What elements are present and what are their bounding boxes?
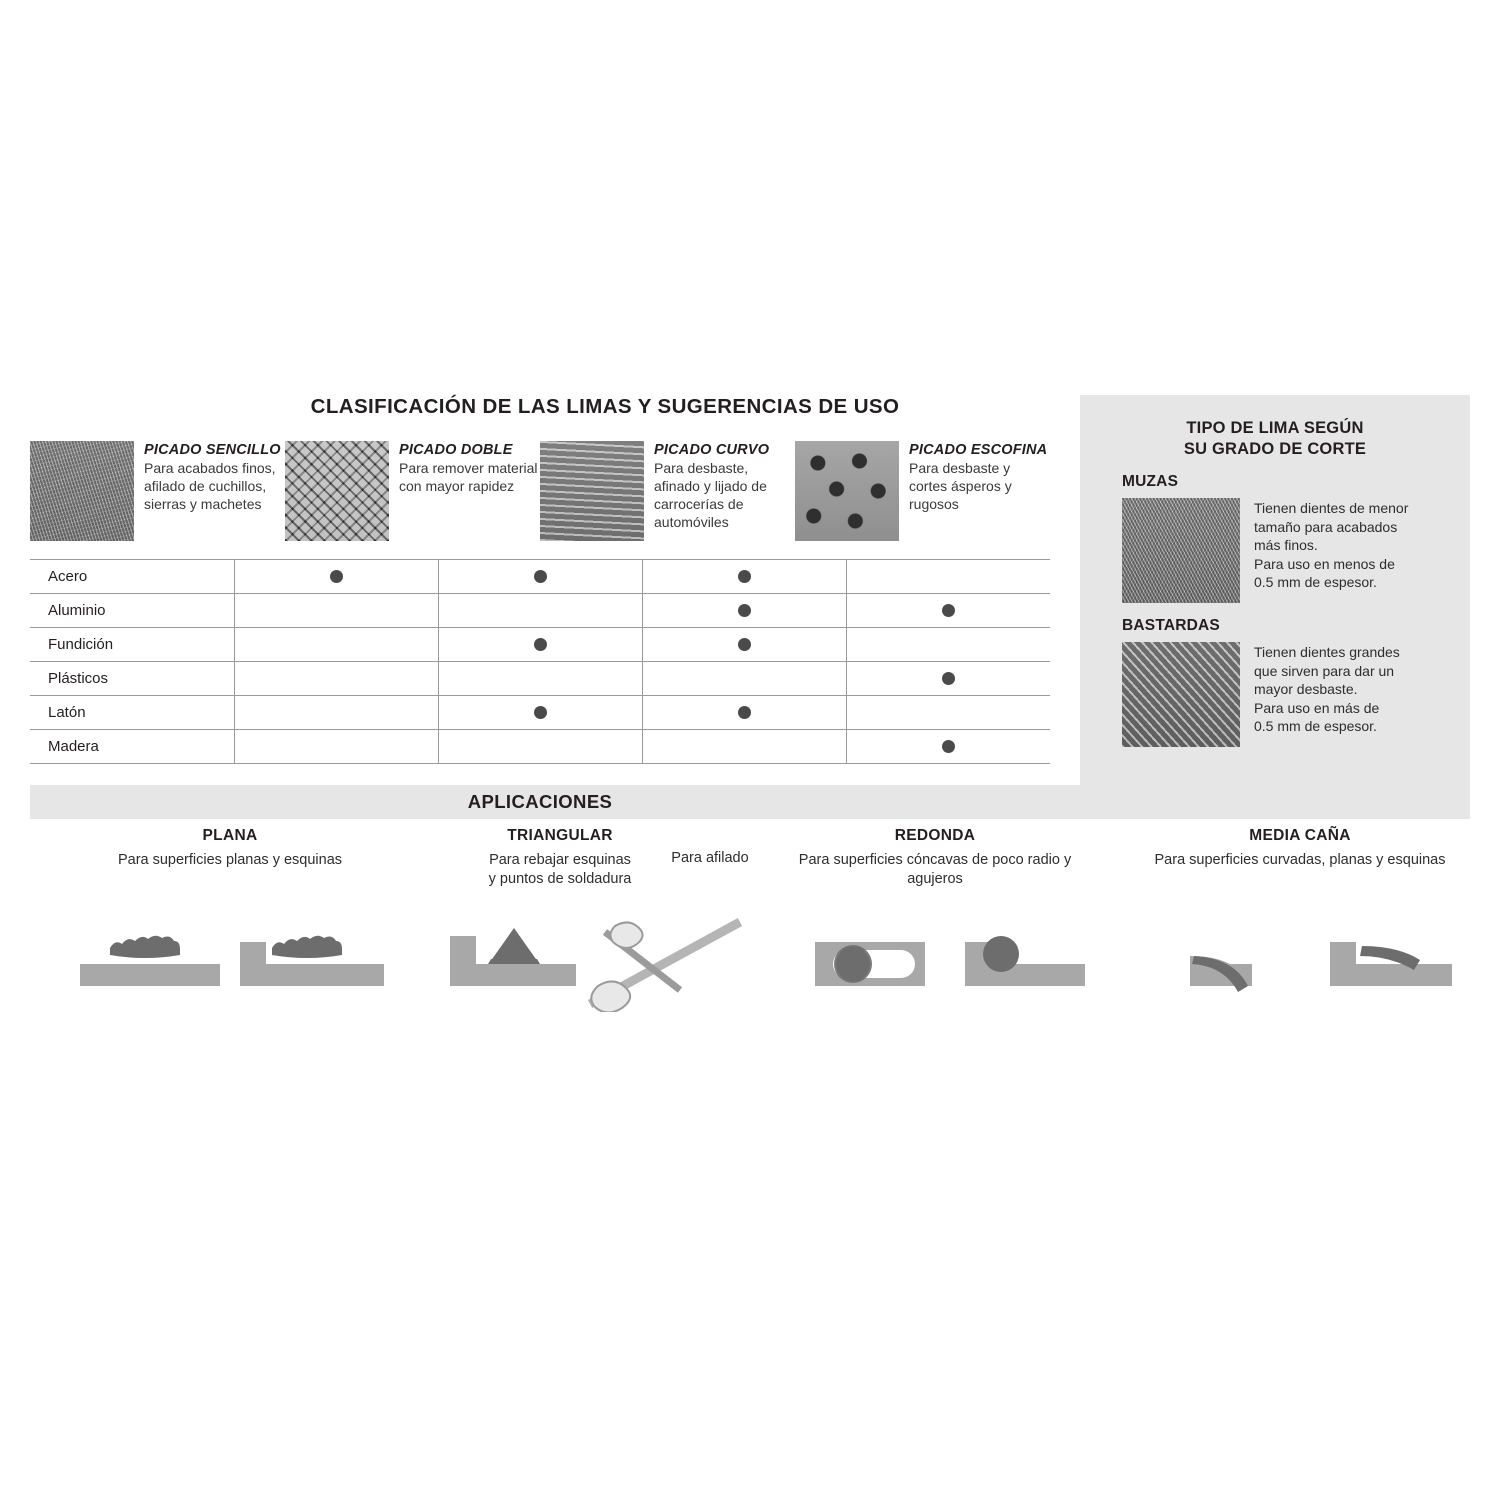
mark-cell: [642, 662, 846, 696]
grade-description: [1254, 498, 1408, 603]
mark-cell: [438, 560, 642, 594]
cut-type-label: PICADO DOBLE: [399, 442, 513, 458]
grade-label: BASTARDAS: [1122, 617, 1220, 635]
material-label: Aluminio: [30, 594, 234, 628]
mark-cell: [642, 696, 846, 730]
application-label: REDONDA: [894, 827, 976, 844]
media-cana-illustration: [1170, 912, 1460, 1002]
mark-cell: [642, 594, 846, 628]
dot-marker-empty: [942, 706, 955, 719]
dot-marker-empty: [534, 604, 547, 617]
triangular-illustration: [430, 912, 760, 1012]
grade-desc-line: mayor desbaste.: [1254, 681, 1358, 698]
dot-marker: [330, 570, 343, 583]
dot-marker-empty: [942, 570, 955, 583]
mark-cell: [234, 594, 438, 628]
cut-type-label: PICADO ESCOFINA: [909, 442, 1048, 458]
mark-cell: [846, 730, 1050, 764]
mark-cell: [846, 560, 1050, 594]
cut-type-label: PICADO CURVO: [654, 442, 770, 458]
mark-cell: [438, 594, 642, 628]
dot-marker: [942, 740, 955, 753]
file-grade-title-line2: SU GRADO DE CORTE: [1183, 439, 1367, 458]
mark-cell: [438, 662, 642, 696]
mark-cell: [438, 628, 642, 662]
grade-desc-line: Para uso en menos de: [1254, 555, 1395, 572]
dot-marker-empty: [534, 740, 547, 753]
grade-description: [1254, 642, 1400, 747]
redonda-illustration: [805, 912, 1095, 1002]
dot-marker-empty: [330, 638, 343, 651]
material-label: Plásticos: [30, 662, 234, 696]
application-desc: Para superficies planas y esquinas: [117, 852, 343, 868]
mark-cell: [234, 560, 438, 594]
application-label: PLANA: [202, 827, 258, 844]
grade-block-bastardas: [1080, 603, 1470, 747]
dot-marker-empty: [534, 672, 547, 685]
dot-marker: [738, 604, 751, 617]
application-desc: Para superficies curvadas, planas y esquinas: [1154, 852, 1446, 868]
application-label: MEDIA CAÑA: [1249, 827, 1351, 844]
mark-cell: [234, 662, 438, 696]
material-label: Acero: [30, 560, 234, 594]
mark-cell: [846, 696, 1050, 730]
grade-desc-line: Para uso en más de: [1254, 699, 1380, 716]
dot-marker-empty: [330, 604, 343, 617]
file-grade-title-line1: TIPO DE LIMA SEGÚN: [1186, 419, 1364, 437]
material-label: Fundición: [30, 628, 234, 662]
application-plana: [50, 827, 410, 870]
table-row: [30, 560, 1050, 594]
dot-marker-empty: [330, 740, 343, 753]
plana-illustration: [70, 912, 390, 1002]
mark-cell: [234, 696, 438, 730]
grade-block-muzas: [1080, 459, 1470, 603]
cut-type-desc: Para desbaste y cortes ásperos y rugosos: [909, 460, 1012, 512]
table-row: [30, 662, 1050, 696]
application-desc-line: Para rebajar esquinas: [489, 852, 631, 868]
dot-marker-empty: [942, 638, 955, 651]
grade-desc-line: tamaño para acabados: [1254, 518, 1398, 535]
application-label: TRIANGULAR: [507, 827, 613, 844]
mark-cell: [234, 628, 438, 662]
material-label: Madera: [30, 730, 234, 764]
dot-marker-empty: [738, 672, 751, 685]
table-row: [30, 594, 1050, 628]
page-title: CLASIFICACIÓN DE LAS LIMAS Y SUGERENCIAS DE USO: [310, 395, 900, 418]
grade-desc-line: Tienen dientes de menor: [1254, 500, 1409, 517]
mark-cell: [642, 628, 846, 662]
applications-area: [30, 827, 1470, 1037]
classification-panel: [30, 395, 1050, 764]
mark-cell: [846, 628, 1050, 662]
dot-marker: [738, 706, 751, 719]
curved-cut-texture-icon: [540, 441, 644, 541]
table-row: [30, 628, 1050, 662]
mark-cell: [234, 730, 438, 764]
grade-desc-line: 0.5 mm de espesor.: [1254, 718, 1377, 735]
dot-marker: [738, 570, 751, 583]
rasp-cut-texture-icon: [795, 441, 899, 541]
files-classification-infographic: [30, 395, 1470, 1035]
dot-marker: [534, 638, 547, 651]
grade-desc-line: que sirven para dar un: [1254, 662, 1395, 679]
cut-type-curved: [540, 441, 795, 553]
cut-type-double: [285, 441, 540, 553]
application-desc: Para superficies cóncavas de poco radio y agujeros: [798, 852, 1072, 887]
cut-type-rasp: [795, 441, 1050, 553]
grade-desc-line: 0.5 mm de espesor.: [1254, 574, 1377, 591]
file-grade-panel: [1080, 395, 1470, 819]
dot-marker: [534, 706, 547, 719]
single-cut-texture-icon: [30, 441, 134, 541]
dot-marker: [942, 672, 955, 685]
application-media-cana: [1150, 827, 1450, 870]
cut-type-desc: Para remover material con mayor rapidez: [399, 460, 538, 494]
cut-type-single: [30, 441, 285, 553]
mark-cell: [642, 560, 846, 594]
grade-desc-line: Tienen dientes grandes: [1254, 644, 1400, 661]
table-row: [30, 730, 1050, 764]
dot-marker: [942, 604, 955, 617]
grade-desc-line: más finos.: [1254, 537, 1318, 554]
applications-bar-title: APLICACIONES: [467, 791, 613, 812]
material-label: Latón: [30, 696, 234, 730]
coarse-teeth-texture-icon: [1122, 642, 1240, 747]
dot-marker-empty: [330, 706, 343, 719]
cut-type-desc: Para desbaste, afinado y lijado de carrocerías de automóviles: [654, 460, 767, 530]
mark-cell: [846, 594, 1050, 628]
mark-cell: [642, 730, 846, 764]
mark-cell: [438, 730, 642, 764]
applications-bar: [30, 785, 1470, 819]
application-extra-desc: Para afilado: [671, 850, 749, 866]
fine-teeth-texture-icon: [1122, 498, 1240, 603]
mark-cell: [846, 662, 1050, 696]
application-triangular-sharpen: [610, 849, 810, 868]
cut-type-desc: Para acabados finos, afilado de cuchillos, sierras y machetes: [144, 460, 276, 512]
dot-marker: [534, 570, 547, 583]
dot-marker-empty: [738, 740, 751, 753]
cut-type-label: PICADO SENCILLO: [144, 442, 281, 458]
application-desc-line: y puntos de soldadura: [488, 870, 632, 887]
dot-marker-empty: [330, 672, 343, 685]
mark-cell: [438, 696, 642, 730]
material-compatibility-table: [30, 559, 1050, 764]
application-redonda: [790, 827, 1080, 889]
table-row: [30, 696, 1050, 730]
file-grade-title: [1080, 395, 1470, 459]
grade-label: MUZAS: [1122, 473, 1179, 491]
cut-types-row: [30, 441, 1050, 553]
double-cut-texture-icon: [285, 441, 389, 541]
dot-marker: [738, 638, 751, 651]
